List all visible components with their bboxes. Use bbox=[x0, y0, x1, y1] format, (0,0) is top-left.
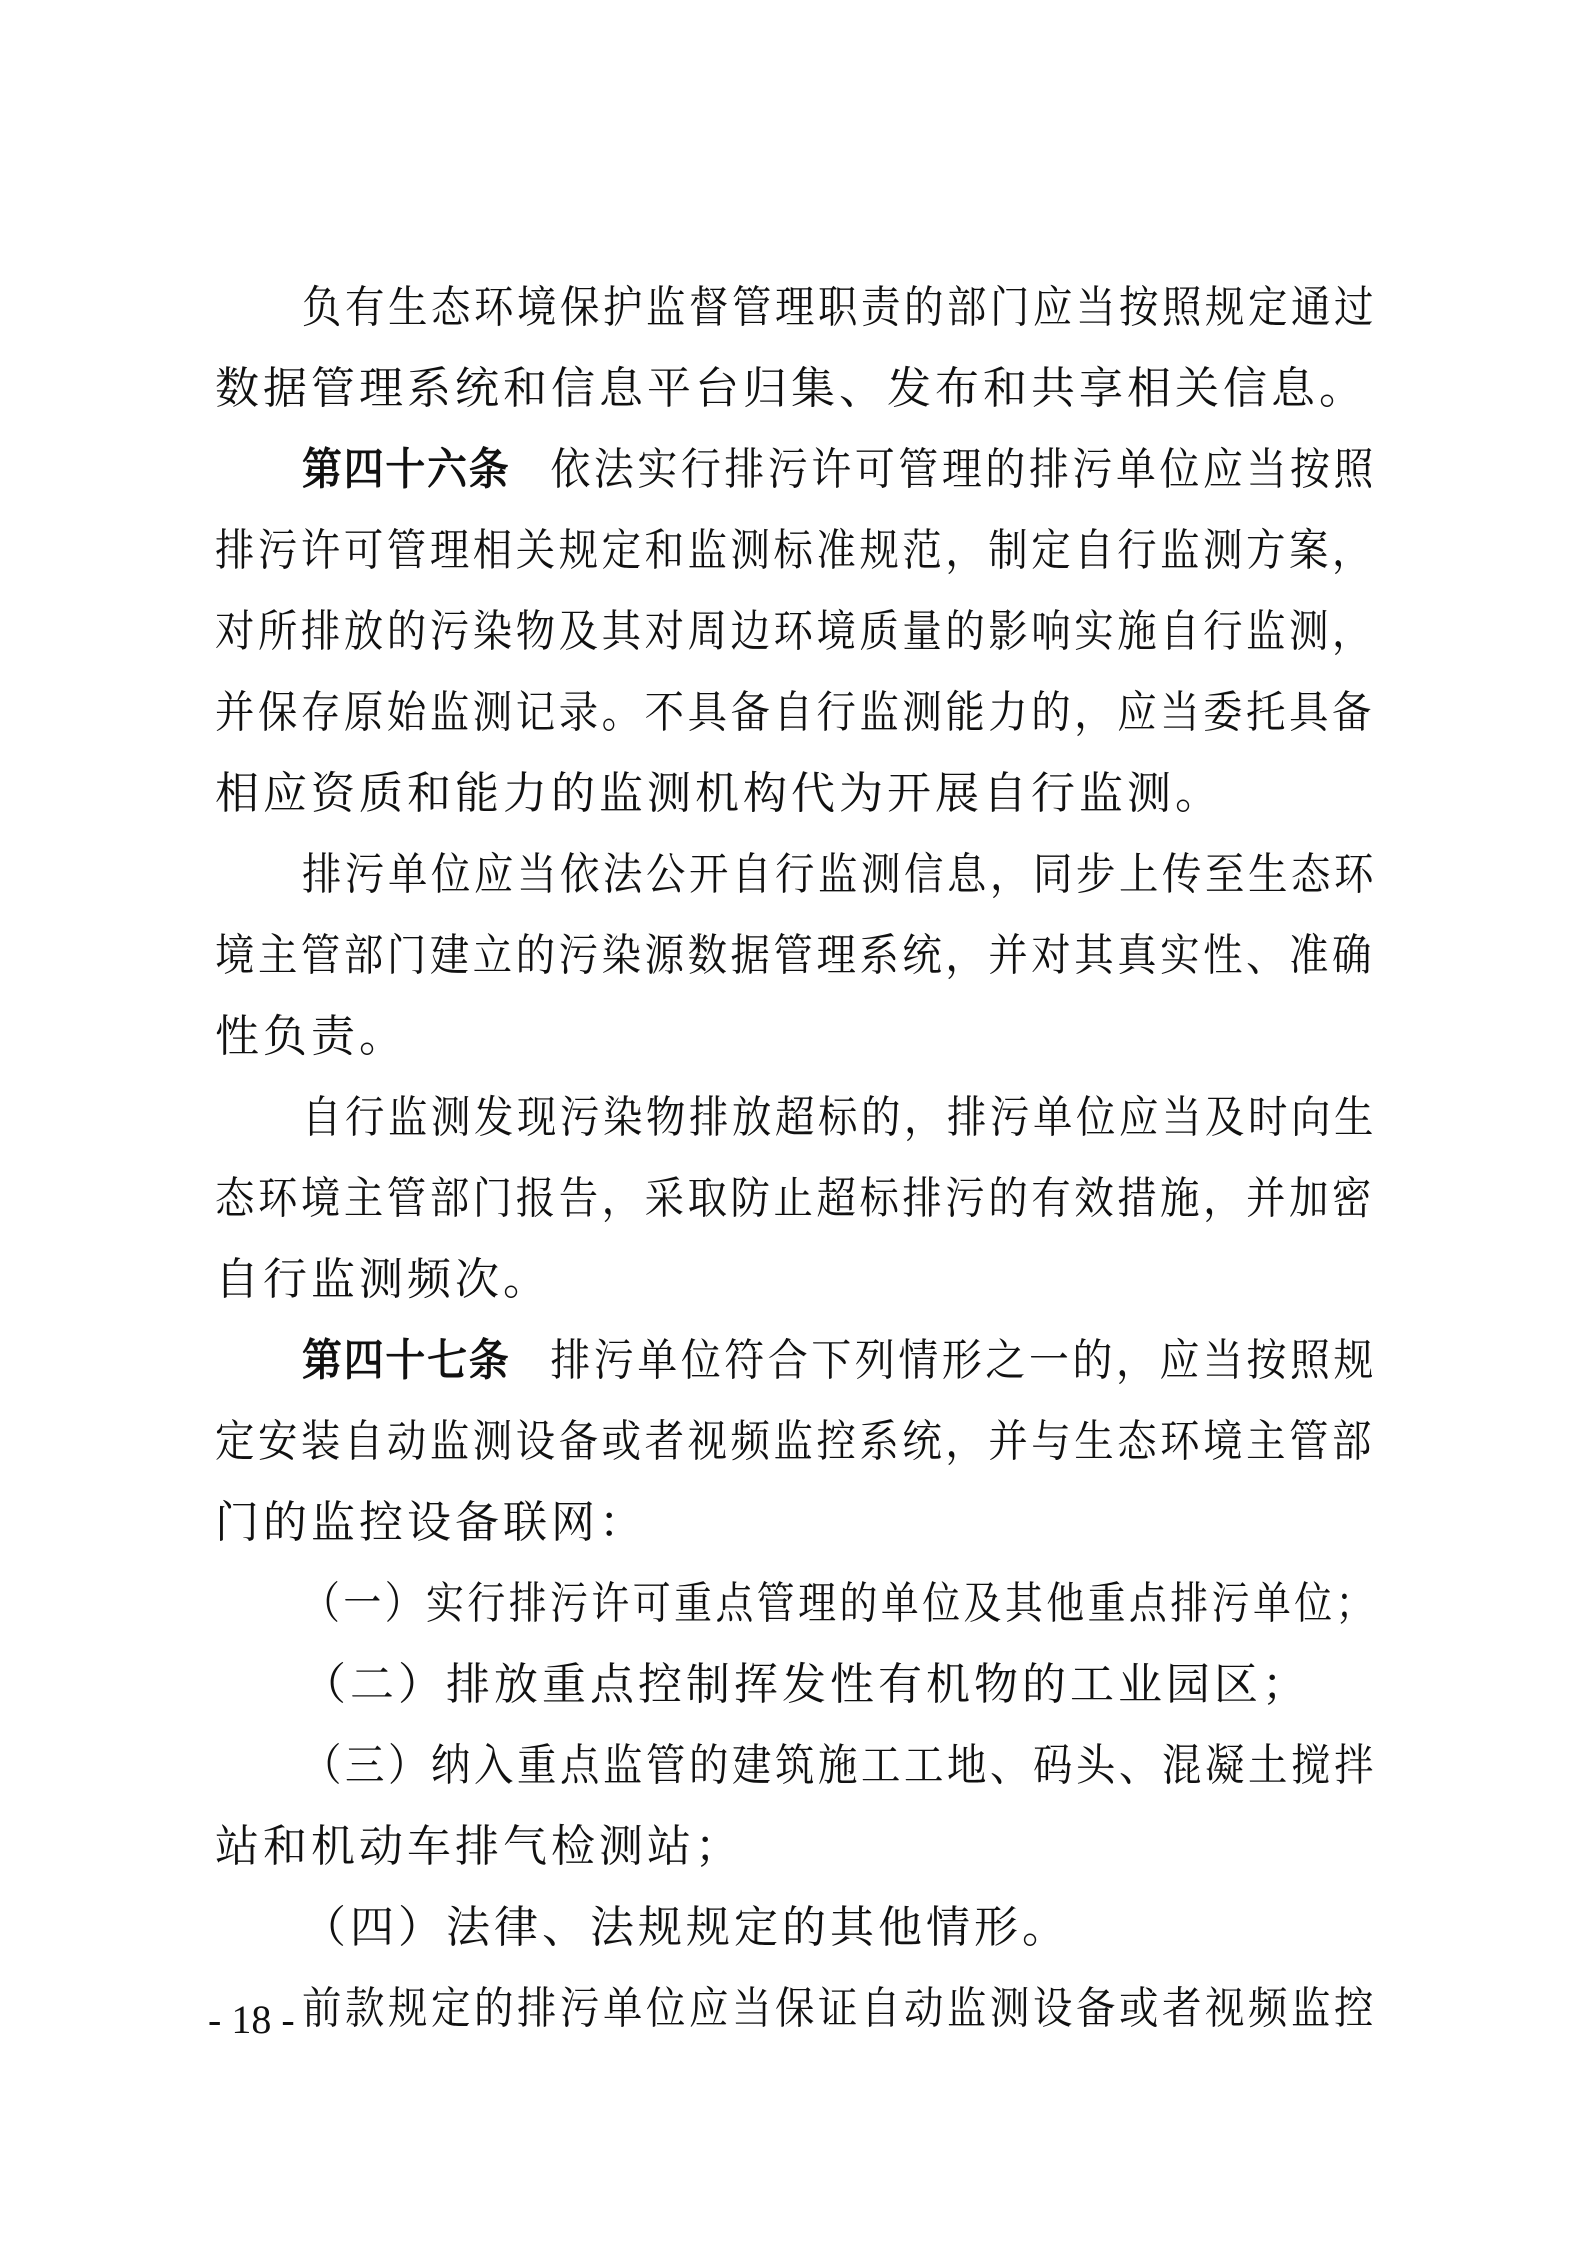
text-line: 站和机动车排气检测站； bbox=[215, 1821, 743, 1872]
text-line: 自行监测发现污染物排放超标的，排污单位应当及时向生 bbox=[302, 1092, 1377, 1143]
text-line: 相应资质和能力的监测机构代为开展自行监测。 bbox=[215, 768, 1223, 819]
article-first-line: 第四十七条 排污单位符合下列情形之一的，应当按照规 bbox=[302, 1335, 1377, 1386]
list-item: （四）法律、法规规定的其他情形。 bbox=[302, 1902, 1070, 1953]
text-line: 自行监测频次。 bbox=[215, 1254, 551, 1305]
text-line: 态环境主管部门报告，采取防止超标排污的有效措施，并加密 bbox=[215, 1173, 1375, 1224]
text-line: 定安装自动监测设备或者视频监控系统，并与生态环境主管部 bbox=[215, 1416, 1375, 1467]
list-item: （三）纳入重点监管的建筑施工工地、码头、混凝土搅拌 bbox=[302, 1740, 1377, 1791]
text-line: 排污许可管理相关规定和监测标准规范，制定自行监测方案， bbox=[215, 525, 1375, 576]
page-number: - 18 - bbox=[208, 1997, 295, 2042]
text-line: 对所排放的污染物及其对周边环境质量的影响实施自行监测， bbox=[215, 606, 1375, 657]
text-line: 并保存原始监测记录。不具备自行监测能力的，应当委托具备 bbox=[215, 687, 1375, 738]
text-line: 境主管部门建立的污染源数据管理系统，并对其真实性、准确 bbox=[215, 930, 1375, 981]
text-line: 前款规定的排污单位应当保证自动监测设备或者视频监控 bbox=[302, 1983, 1377, 2034]
article-heading: 第四十七条 bbox=[302, 1335, 511, 1386]
text-line: 负有生态环境保护监督管理职责的部门应当按照规定通过 bbox=[302, 282, 1377, 333]
text-line: 性负责。 bbox=[215, 1011, 407, 1062]
list-item: （二）排放重点控制挥发性有机物的工业园区； bbox=[302, 1659, 1310, 1710]
article-first-line: 第四十六条 依法实行排污许可管理的排污单位应当按照 bbox=[302, 444, 1377, 495]
text-line: 门的监控设备联网： bbox=[215, 1497, 647, 1548]
list-item: （一）实行排污许可重点管理的单位及其他重点排污单位； bbox=[302, 1578, 1377, 1629]
text-line: 数据管理系统和信息平台归集、发布和共享相关信息。 bbox=[215, 363, 1367, 414]
text-line: 排污单位应当依法公开自行监测信息，同步上传至生态环 bbox=[302, 849, 1377, 900]
article-heading: 第四十六条 bbox=[302, 444, 511, 495]
